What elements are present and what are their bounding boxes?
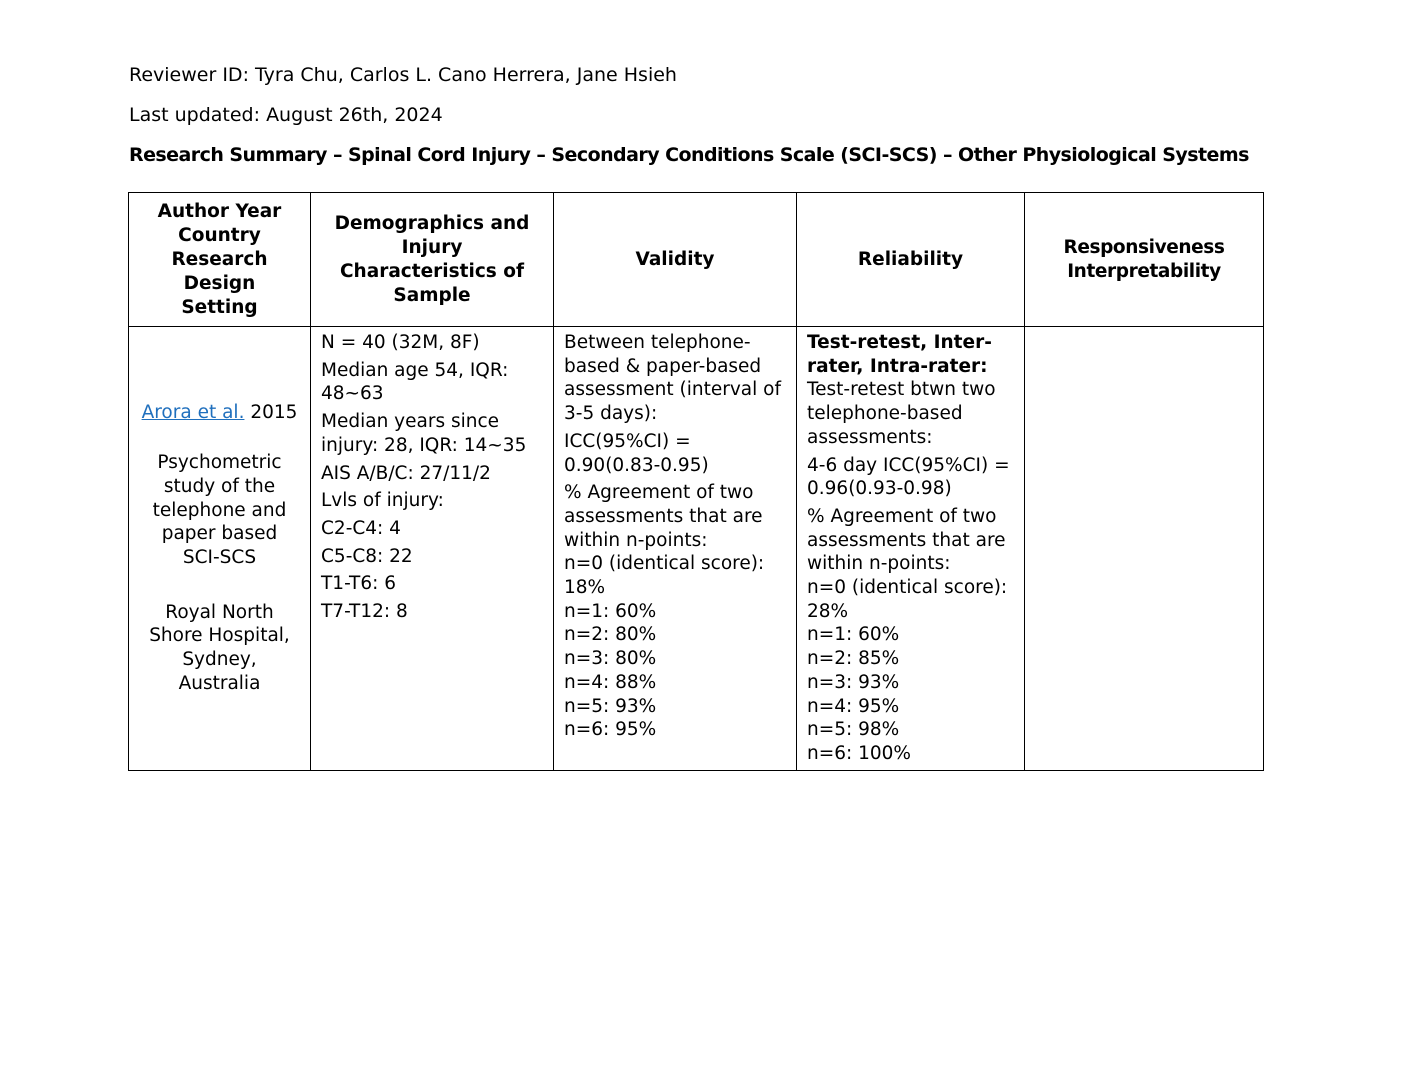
- setting-line: Australia: [178, 672, 261, 694]
- validity-agreement-item: n=2: 80%: [564, 624, 657, 646]
- header-line: Reliability: [857, 248, 964, 270]
- design-line: Psychometric: [157, 452, 282, 474]
- validity-agreement-item: n=1: 60%: [564, 600, 657, 622]
- header-line: Sample: [393, 284, 471, 306]
- setting-line: Sydney,: [182, 649, 257, 671]
- header-line: Validity: [635, 248, 715, 270]
- header-line: Responsiveness: [1063, 236, 1225, 258]
- reliability-cell: [797, 327, 1025, 771]
- validity-cell: [554, 327, 797, 771]
- author-link[interactable]: Arora et al.: [141, 402, 245, 424]
- header-line: Research: [171, 248, 268, 270]
- responsiveness-cell: [1025, 327, 1264, 771]
- validity-intro: Between telephone-based & paper-based assessment (interval of 3-5 days):: [564, 332, 781, 425]
- reliability-intro: Test-retest btwn two telephone-based assessments:: [807, 379, 996, 448]
- table-header-row: [129, 193, 1264, 327]
- demographics-cell: [311, 327, 554, 771]
- header-line: Country: [178, 224, 261, 246]
- design-line: SCI-SCS: [182, 547, 257, 568]
- research-summary-table: [128, 192, 1264, 771]
- design-line: telephone and: [152, 499, 287, 521]
- reliability-agreement-title: % Agreement of two assessments that are within n-points:: [807, 505, 1006, 575]
- validity-agreement-item: n=3: 80%: [564, 648, 657, 670]
- validity-icc: ICC(95%CI) = 0.90(0.83-0.95): [564, 430, 709, 476]
- validity-agreement-title: % Agreement of two assessments that are within n-points:: [564, 482, 763, 551]
- demographics-item: N = 40 (32M, 8F): [321, 332, 480, 353]
- reliability-agreement-item: n=2: 85%: [807, 648, 900, 670]
- validity-agreement-item: n=4: 88%: [564, 671, 657, 693]
- author-study-cell: [129, 327, 311, 771]
- validity-agreement-item: n=0 (identical score): 18%: [564, 553, 765, 599]
- design-line: study of the: [163, 475, 276, 497]
- header-author-year-country-design-setting: [129, 193, 311, 327]
- header-line: Interpretability: [1067, 260, 1221, 282]
- demographics-item: AIS A/B/C: 27/11/2: [321, 462, 491, 484]
- header-line: Injury: [401, 236, 463, 258]
- demographics-item: T1-T6: 6: [321, 573, 397, 595]
- header-line: Characteristics of: [339, 260, 525, 282]
- demographics-item: T7-T12: 8: [321, 601, 408, 623]
- last-updated-line: Last updated: August 26th, 2024: [129, 104, 443, 126]
- setting-line: Shore Hospital,: [149, 625, 290, 647]
- header-line: Demographics and: [334, 212, 530, 234]
- validity-agreement-item: n=5: 93%: [564, 695, 657, 717]
- reviewer-line: Reviewer ID: Tyra Chu, Carlos L. Cano Herrera, Jane Hsieh: [129, 64, 677, 86]
- reliability-agreement-item: n=0 (identical score): 28%: [807, 577, 1008, 622]
- table-row: [129, 327, 1264, 771]
- header-line: Author Year: [157, 200, 282, 222]
- author-year: 2015: [244, 402, 298, 424]
- reliability-agreement-item: n=4: 95%: [807, 695, 900, 717]
- header-line: Setting: [181, 296, 258, 318]
- header-responsiveness-interpretability: [1025, 193, 1264, 327]
- design-line: paper based: [161, 523, 278, 545]
- demographics-item: Lvls of injury:: [321, 490, 444, 512]
- demographics-item: C2-C4: 4: [321, 517, 401, 539]
- header-reliability: [797, 193, 1025, 327]
- reliability-icc: 4-6 day ICC(95%CI) = 0.96(0.93-0.98): [807, 454, 1010, 500]
- demographics-item: C5-C8: 22: [321, 545, 413, 567]
- reliability-heading: Test-retest, Inter-rater, Intra-rater:: [807, 332, 992, 377]
- validity-agreement-item: n=6: 95%: [564, 719, 657, 741]
- document-title: Research Summary – Spinal Cord Injury – Secondary Conditions Scale (SCI-SCS) – Other Physiological Systems: [129, 144, 1249, 166]
- setting-line: Royal North: [165, 601, 274, 623]
- author-citation: [135, 401, 304, 425]
- reliability-agreement-item: n=5: 98%: [807, 719, 900, 741]
- header-demographics: [311, 193, 554, 327]
- reliability-agreement-item: n=6: 100%: [807, 742, 911, 764]
- reliability-agreement-item: n=1: 60%: [807, 624, 900, 646]
- demographics-item: Median age 54, IQR: 48~63: [321, 359, 509, 405]
- header-line: Design: [183, 272, 256, 294]
- reliability-agreement-item: n=3: 93%: [807, 671, 900, 693]
- header-validity: [554, 193, 797, 327]
- demographics-item: Median years since injury: 28, IQR: 14~35: [321, 411, 527, 456]
